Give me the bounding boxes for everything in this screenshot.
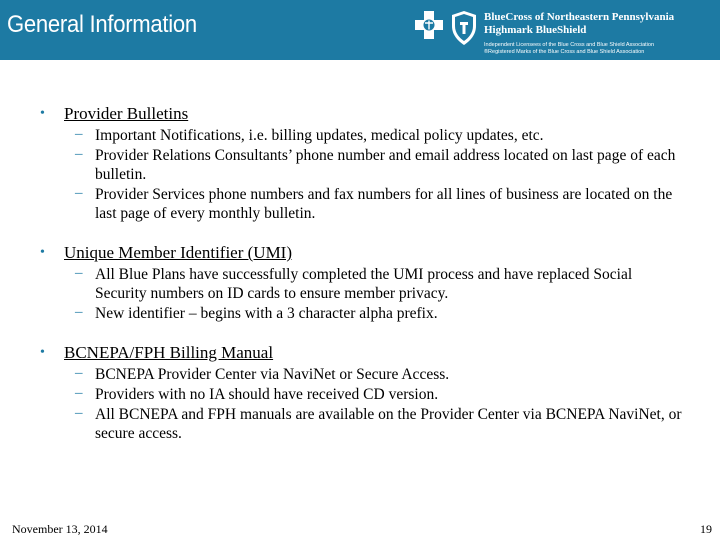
list-item-text: Providers with no IA should have received CD version. xyxy=(95,386,439,403)
list-item xyxy=(0,146,685,184)
blue-cross-icon xyxy=(414,10,444,40)
section-billing-manual xyxy=(0,343,720,443)
list-item-text: BCNEPA Provider Center via NaviNet or Secure Access. xyxy=(95,366,450,383)
brand-logos xyxy=(414,10,458,46)
dash-icon: – xyxy=(75,126,83,142)
list-item xyxy=(0,126,685,145)
bullet-icon: • xyxy=(40,106,45,121)
dash-icon: – xyxy=(75,405,83,421)
page-title: General Information xyxy=(7,11,197,38)
list-item-text: New identifier – begins with a 3 character alpha prefix. xyxy=(95,305,438,322)
list-item xyxy=(0,365,685,384)
section-provider-bulletins xyxy=(0,104,720,223)
slide-content xyxy=(0,104,720,463)
list-item-text: Provider Relations Consultants’ phone number and email address located on last page of each bulletin. xyxy=(95,147,676,183)
dash-icon: – xyxy=(75,304,83,320)
slide-header xyxy=(0,0,720,60)
bullet-icon: • xyxy=(40,345,45,360)
list-item xyxy=(0,185,685,223)
dash-icon: – xyxy=(75,365,83,381)
list-item xyxy=(0,385,685,404)
list-item-text: Provider Services phone numbers and fax numbers for all lines of business are located on the last page of every monthly bulletin. xyxy=(95,186,673,222)
list-item-text: All BCNEPA and FPH manuals are available on the Provider Center via BCNEPA NaviNet, or secure access. xyxy=(95,406,682,442)
section-unique-member-identifier xyxy=(0,243,720,323)
bullet-icon: • xyxy=(40,245,45,260)
section-heading: BCNEPA/FPH Billing Manual xyxy=(64,343,274,362)
list-item xyxy=(0,265,685,303)
dash-icon: – xyxy=(75,185,83,201)
section-heading: Unique Member Identifier (UMI) xyxy=(64,243,293,262)
dash-icon: – xyxy=(75,146,83,162)
footer-date: November 13, 2014 xyxy=(12,522,108,536)
blue-shield-icon xyxy=(450,10,478,46)
dash-icon: – xyxy=(75,385,83,401)
license-note-line2: ®Registered Marks of the Blue Cross and Blue Shield Association xyxy=(484,49,645,55)
brand-name-line1: BlueCross of Northeastern Pennsylvania xyxy=(484,11,675,23)
section-heading: Provider Bulletins xyxy=(64,104,189,123)
list-item-text: All Blue Plans have successfully completed the UMI process and have replaced Social Security numbers on ID cards to ensure member privacy. xyxy=(95,266,633,302)
list-item xyxy=(0,405,685,443)
list-item xyxy=(0,304,685,323)
dash-icon: – xyxy=(75,265,83,281)
brand-name-line2: Highmark BlueShield xyxy=(484,24,587,36)
page-number: 19 xyxy=(700,522,712,536)
license-note-line1: Independent Licensees of the Blue Cross and Blue Shield Association xyxy=(484,42,655,48)
list-item-text: Important Notifications, i.e. billing updates, medical policy updates, etc. xyxy=(95,127,544,144)
